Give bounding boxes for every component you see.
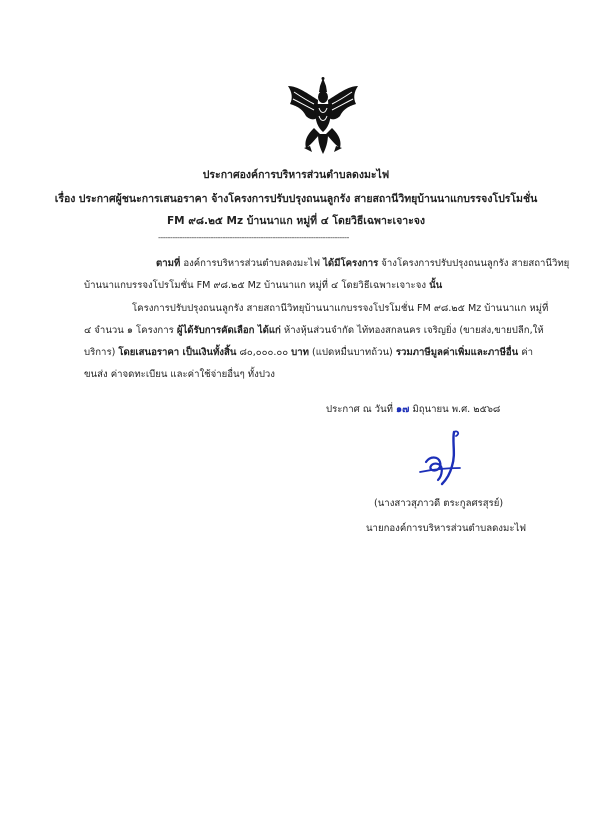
- para2-line3: [84, 345, 533, 360]
- para2-l3b: โดยเสนอราคา เป็นเงินทั้งสิ้น: [118, 347, 237, 358]
- para2-line2: [84, 323, 544, 338]
- para2-line1: โครงการปรับปรุงถนนลูกรัง สายสถานีวิทยุบ้านนาแกบรรจงโปรโมชั่น FM ๙๘.๒๕ Mz บ้านนาแก หมู่ที่: [132, 303, 549, 314]
- para1-e: บ้านนาแกบรรจงโปรโมชั่น FM ๙๘.๒๕ Mz บ้านนาแก หมู่ที่ ๔ โดยวิธีเฉพาะเจาะจง: [84, 280, 430, 291]
- signatory-name: (นางสาวสุภาวดี ตระกูลศรสุรย์): [374, 498, 504, 509]
- subject-line-2: FM ๙๘.๒๕ Mz บ้านนาแก หมู่ที่ ๔ โดยวิธีเฉพาะเจาะจง: [166, 215, 426, 227]
- para2-line4: ขนส่ง ค่าจดทะเบียน และค่าใช้จ่ายอื่นๆ ทั้งปวง: [84, 369, 275, 380]
- para2-l3g: ค่า: [518, 347, 534, 358]
- signature-icon: [416, 428, 470, 488]
- para2-l3c: ๘๐,๐๐๐.๐๐: [236, 347, 292, 358]
- para1-line2: [84, 278, 442, 293]
- para1-b: องค์การบริหารส่วนตำบลดงมะไฟ: [180, 258, 324, 269]
- para2-l2a: ๔ จำนวน ๑ โครงการ: [84, 325, 177, 336]
- para1-f: นั้น: [429, 280, 443, 291]
- para1-d: จ้างโครงการปรับปรุงถนนลูกรัง สายสถานีวิทยุ: [378, 258, 570, 269]
- para1-line1: [156, 256, 569, 271]
- para1-a: ตามที่: [156, 258, 181, 269]
- date-day: ๑๗: [396, 404, 410, 415]
- date-prefix: ประกาศ ณ วันที่: [326, 404, 393, 415]
- para1-c: ได้มีโครงการ: [323, 258, 379, 269]
- garuda-emblem-icon: [284, 76, 362, 156]
- signatory-position: นายกองค์การบริหารส่วนตำบลดงมะไฟ: [366, 523, 527, 534]
- announcement-date: [326, 402, 500, 417]
- para2-l3a: บริการ): [84, 347, 119, 358]
- para2-l3d: บาท: [291, 347, 309, 358]
- divider-dashes: --------------------------------------------------------------------------------: [158, 233, 349, 242]
- para2-l3e: (แปดหมื่นบาทถ้วน): [308, 347, 396, 358]
- subject-label: เรื่อง: [54, 193, 76, 205]
- subject-line-1: [0, 190, 592, 207]
- para2-l2c: ห้างหุ้นส่วนจำกัด ไท้ทองสกลนคร เจริญยิ่ง (ขายส่ง,ขายปลีก,ให้: [280, 325, 544, 336]
- para2-l3f: รวมภาษีมูลค่าเพิ่มและภาษีอื่น: [395, 347, 519, 358]
- announcement-title: ประกาศองค์การบริหารส่วนตำบลดงมะไฟ: [202, 169, 390, 181]
- date-month-year: มิถุนายน พ.ศ. ๒๕๖๘: [412, 404, 501, 415]
- para2-l2b: ผู้ได้รับการคัดเลือก ได้แก่: [176, 325, 281, 336]
- subject-text-1: ประกาศผู้ชนะการเสนอราคา จ้างโครงการปรับปรุงถนนลูกรัง สายสถานีวิทยุบ้านนาแกบรรจงโปรโมชั่น: [78, 193, 538, 205]
